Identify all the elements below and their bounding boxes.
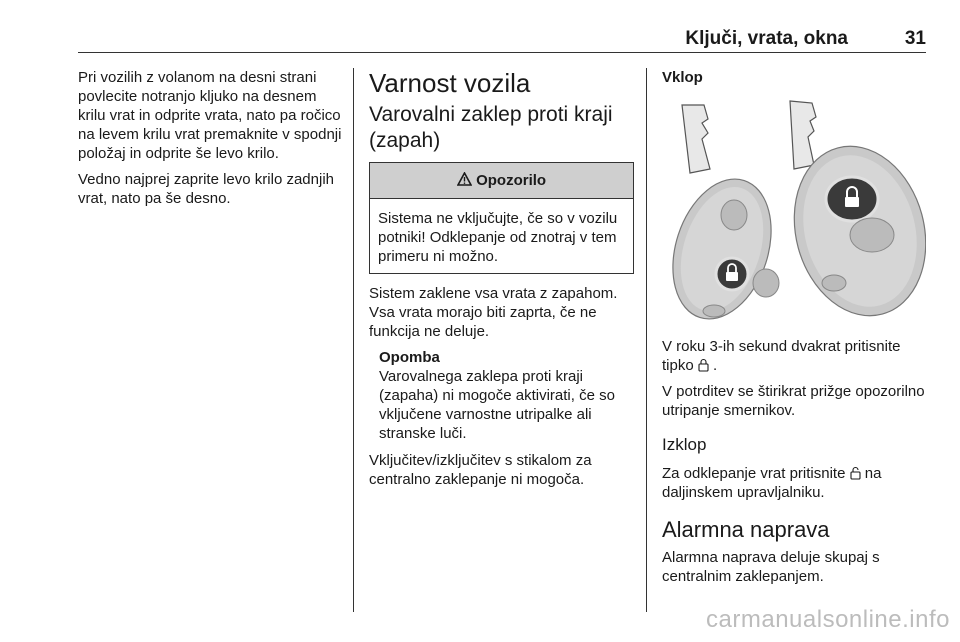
warning-text: Sistema ne vključujte, če so v vozilu potniki! Odklepanje od znotraj v tem primeru ni možno.	[378, 210, 618, 265]
column-divider-2	[646, 68, 647, 612]
warning-triangle-icon	[457, 172, 476, 189]
page-header	[78, 28, 926, 53]
section-title-vklop: Vklop	[662, 69, 703, 86]
watermark: carmanualsonline.info	[706, 606, 950, 633]
paragraph: Sistem zaklene vsa vrata z zapahom. Vsa vrata morajo biti zaprta, če ne funkcija ne deluje.	[369, 285, 618, 340]
lock-icon	[698, 357, 713, 374]
column-3	[662, 68, 926, 593]
paragraph: Vključitev/izključitev s stikalom za centralno zaklepanje ni mogoča.	[369, 452, 592, 488]
warning-title: Opozorilo	[476, 172, 547, 189]
paragraph	[662, 464, 926, 502]
page-number: 31	[904, 28, 926, 49]
unlock-icon	[850, 465, 865, 482]
note-title: Opomba	[379, 349, 440, 366]
header-title: Ključi, vrata, okna	[685, 28, 848, 49]
note-text: Varovalnega zaklepa proti kraji (zapaha) ni mogoče aktivirati, če so vključene varnostne utripalke ali stranske luči.	[379, 368, 615, 442]
column-2	[369, 68, 634, 496]
section-title-alarm: Alarmna naprava	[662, 517, 830, 542]
warning-header	[370, 163, 633, 199]
section-heading: Varnost vozila	[369, 68, 531, 98]
izklop-text-b: na daljinskem upravljalniku.	[662, 465, 882, 501]
paragraph: Pri vozilih z volanom na desni strani povlecite notranjo kljuko na desnem krilu vrat in odprite vrata, nato pa ročico na levem krilu vrat premaknite v spodnji položaj in odprite še levo krilo.	[78, 69, 342, 162]
warning-box	[369, 162, 634, 274]
izklop-text-a: Za odklepanje vrat pritisnite	[662, 465, 846, 482]
paragraph: V potrditev se štirikrat prižge opozorilno utripanje smernikov.	[662, 383, 925, 419]
remote-key-illustration	[662, 99, 926, 325]
paragraph	[662, 337, 926, 375]
paragraph: Vedno najprej zaprite levo krilo zadnjih vrat, nato pa še desno.	[78, 171, 334, 207]
note-block	[369, 348, 634, 443]
subsection-heading: Varovalni zaklep proti kraji (zapah)	[369, 103, 613, 152]
vklop-text-end: .	[713, 357, 718, 374]
paragraph: Alarmna naprava deluje skupaj s centralnim zaklepanjem.	[662, 549, 880, 585]
column-divider-1	[353, 68, 354, 612]
section-title-izklop: Izklop	[662, 435, 707, 454]
vklop-text: V roku 3-ih sekund dvakrat pritisnite tipko	[662, 338, 901, 374]
column-1	[78, 68, 342, 215]
